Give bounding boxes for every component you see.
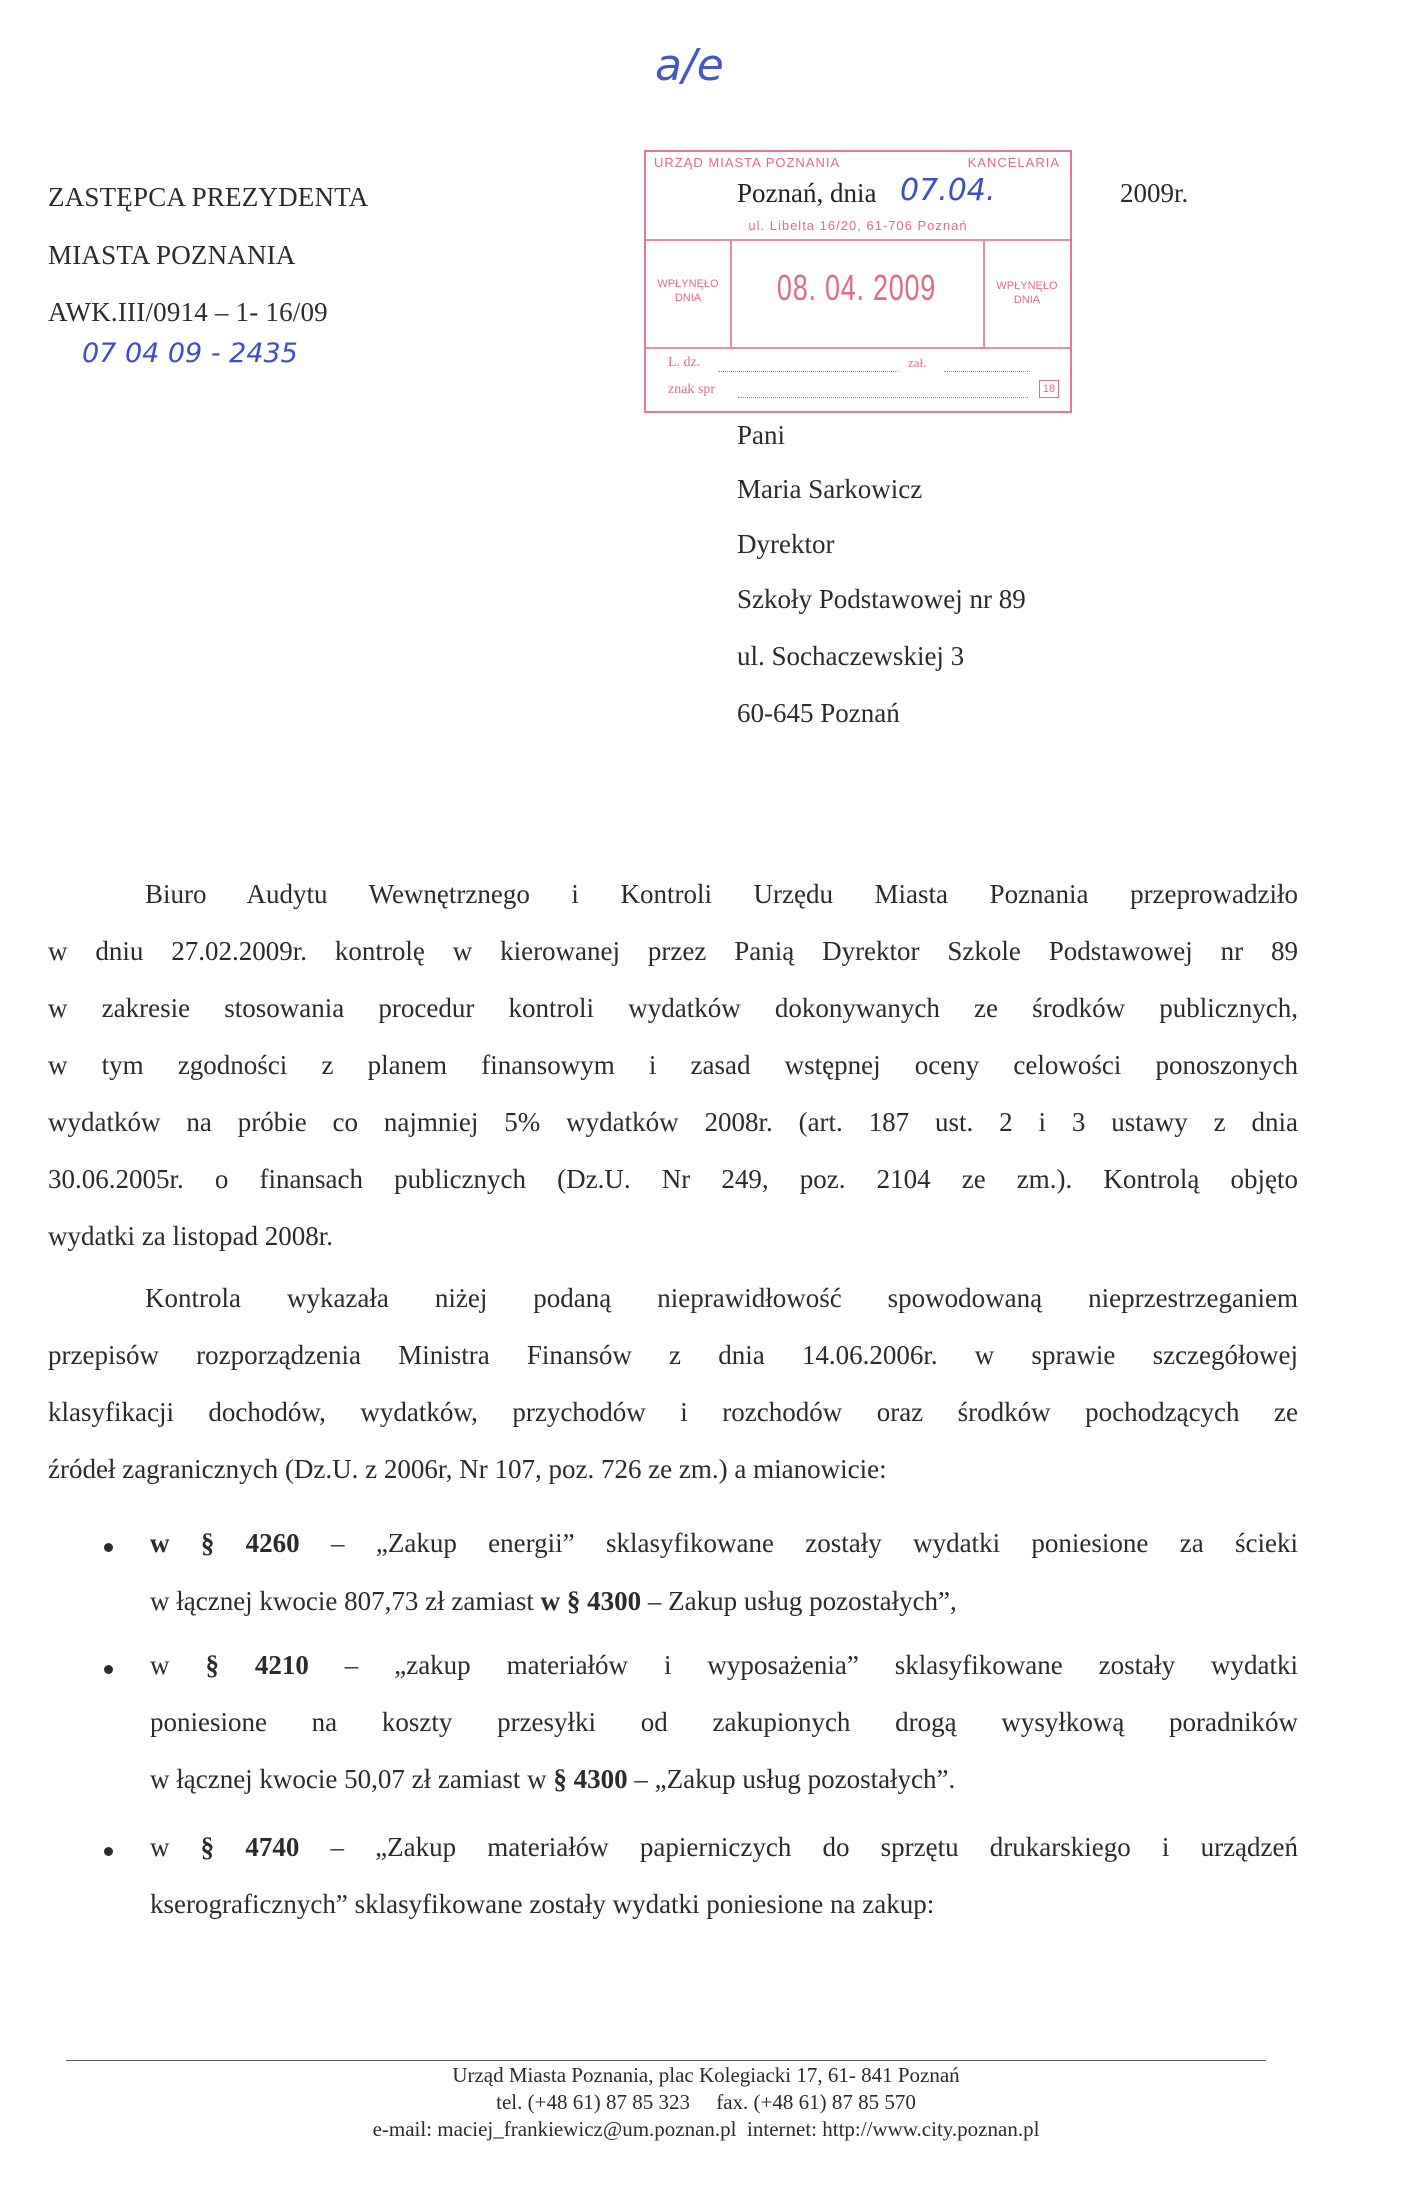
handwritten-reference: 07 04 09 - 2435	[82, 338, 298, 369]
paragraph-line: Biuro Audytu Wewnętrznego i Kontroli Urzędu Miasta Poznania przeprowadziło	[145, 879, 1298, 909]
list-item-text: w	[150, 1832, 201, 1862]
bullet-icon	[104, 1847, 113, 1856]
paragraph-line: Kontrola wykazała niżej podaną nieprawidłowość spowodowaną nieprzestrzeganiem	[145, 1283, 1298, 1313]
stamp-zal-label: zał.	[908, 355, 927, 370]
stamp-date-row	[646, 239, 1070, 349]
list-item-text: w łącznej kwocie 50,07 zł zamiast w	[150, 1764, 554, 1794]
paragraph-code: § 4210	[205, 1650, 309, 1680]
stamp-ldz-label: L. dz.	[668, 355, 701, 370]
list-item-text: – Zakup usług pozostałych”,	[641, 1586, 957, 1616]
paragraph-code: w § 4300	[540, 1586, 642, 1616]
footer-contact: e-mail: maciej_frankiewicz@um.poznan.pl internet: http://www.city.poznan.pl	[372, 2117, 1040, 2141]
list-item-line: kserograficznych” sklasyfikowane zostały wydatki poniesione na zakup:	[150, 1889, 935, 1919]
paragraph-line: w tym zgodności z planem finansowym i zasad wstępnej oceny celowości ponoszonych	[48, 1050, 1298, 1080]
paragraph-line: wydatki za listopad 2008r.	[48, 1221, 333, 1251]
paragraph-line: 30.06.2005r. o finansach publicznych (Dz.U. Nr 249, poz. 2104 ze zm.). Kontrolą objęto	[48, 1164, 1298, 1194]
paragraph-line: wydatków na próbie co najmniej 5% wydatków 2008r. (art. 187 ust. 2 i 3 ustawy z dnia	[48, 1107, 1298, 1137]
list-item-text: w	[150, 1650, 206, 1680]
sender-title-line1: ZASTĘPCA PREZYDENTA	[48, 182, 369, 212]
list-item-line	[150, 1763, 1298, 1795]
received-label-line2: DNIA	[1013, 294, 1041, 306]
stamp-box-number: 18	[1039, 380, 1059, 398]
stamp-received-label-right	[983, 279, 1071, 307]
stamp-received-label-left	[646, 277, 730, 305]
paragraph-code: w § 4260	[150, 1528, 300, 1558]
list-item-text: – „zakup materiałów i wyposażenia” sklasyfikowane zostały wydatki	[308, 1650, 1299, 1680]
received-label-line2: DNIA	[674, 292, 702, 304]
bullet-icon	[104, 1543, 113, 1552]
bullet-icon	[104, 1665, 113, 1674]
recipient-city: 60-645 Poznań	[737, 698, 900, 728]
recipient-title: Dyrektor	[737, 529, 835, 559]
stamp-znak-label: znak spr	[668, 382, 716, 397]
reference-number: AWK.III/0914 – 1- 16/09	[48, 297, 328, 327]
list-item-line	[150, 1585, 1298, 1617]
stamp-office: URZĄD MIASTA POZNANIA	[654, 155, 841, 170]
recipient-name: Maria Sarkowicz	[737, 474, 923, 504]
handwritten-date: 07.04.	[900, 173, 996, 208]
dateline-year: 2009r.	[1120, 178, 1189, 208]
list-item-text: – „Zakup energii” sklasyfikowane zostały wydatki poniesione za ścieki	[299, 1528, 1299, 1558]
list-item-line: poniesione na koszty przesyłki od zakupionych drogą wysyłkową poradników	[150, 1707, 1298, 1737]
received-label-line1: WPŁYNĘŁO	[657, 278, 719, 290]
paragraph-code: § 4300	[553, 1764, 628, 1794]
stamp-department: KANCELARIA	[967, 155, 1060, 170]
paragraph-line: klasyfikacji dochodów, wydatków, przychodów i rozchodów oraz środków pochodzących ze	[48, 1397, 1298, 1427]
list-item-text: w łącznej kwocie 807,73 zł zamiast	[150, 1586, 541, 1616]
footer-phone-fax: tel. (+48 61) 87 85 323 fax. (+48 61) 87 85 570	[496, 2090, 916, 2114]
paragraph-line: w zakresie stosowania procedur kontroli wydatków dokonywanych ze środków publicznych,	[48, 993, 1298, 1023]
stamp-zal-line	[944, 371, 1030, 372]
paragraph-line: w dniu 27.02.2009r. kontrolę w kierowanej przez Panią Dyrektor Szkole Podstawowej nr 89	[48, 936, 1298, 966]
stamp-received-date: 08. 04. 2009	[776, 267, 937, 308]
paragraph-line: przepisów rozporządzenia Ministra Finansów z dnia 14.06.2006r. w sprawie szczegółowej	[48, 1340, 1298, 1370]
stamp-address: ul. Libelta 16/20, 61-706 Poznań	[748, 218, 968, 233]
stamp-divider	[730, 239, 732, 347]
footer-address: Urząd Miasta Poznania, plac Kolegiacki 17, 61- 841 Poznań	[452, 2063, 960, 2087]
recipient-street: ul. Sochaczewskiej 3	[737, 641, 965, 671]
list-item-line	[150, 1831, 1298, 1863]
stamp-ldz-line	[718, 371, 898, 372]
footer-divider	[66, 2060, 1266, 2061]
list-item-line	[150, 1649, 1298, 1681]
list-item-text: – „Zakup materiałów papierniczych do sprzętu drukarskiego i urządzeń	[299, 1832, 1299, 1862]
list-item-line	[150, 1527, 1298, 1559]
recipient-institution: Szkoły Podstawowej nr 89	[737, 584, 1026, 614]
handwritten-top-mark: a/e	[655, 40, 724, 91]
paragraph-line: źródeł zagranicznych (Dz.U. z 2006r, Nr 107, poz. 726 ze zm.) a mianowicie:	[48, 1454, 887, 1484]
sender-title-line2: MIASTA POZNANIA	[48, 240, 296, 270]
received-label-line1: WPŁYNĘŁO	[996, 280, 1058, 292]
paragraph-code: § 4740	[200, 1832, 300, 1862]
dateline-place: Poznań, dnia	[737, 178, 877, 208]
list-item-text: – „Zakup usług pozostałych”.	[627, 1764, 956, 1794]
stamp-znak-line	[738, 397, 1028, 398]
recipient-salutation: Pani	[737, 420, 786, 450]
